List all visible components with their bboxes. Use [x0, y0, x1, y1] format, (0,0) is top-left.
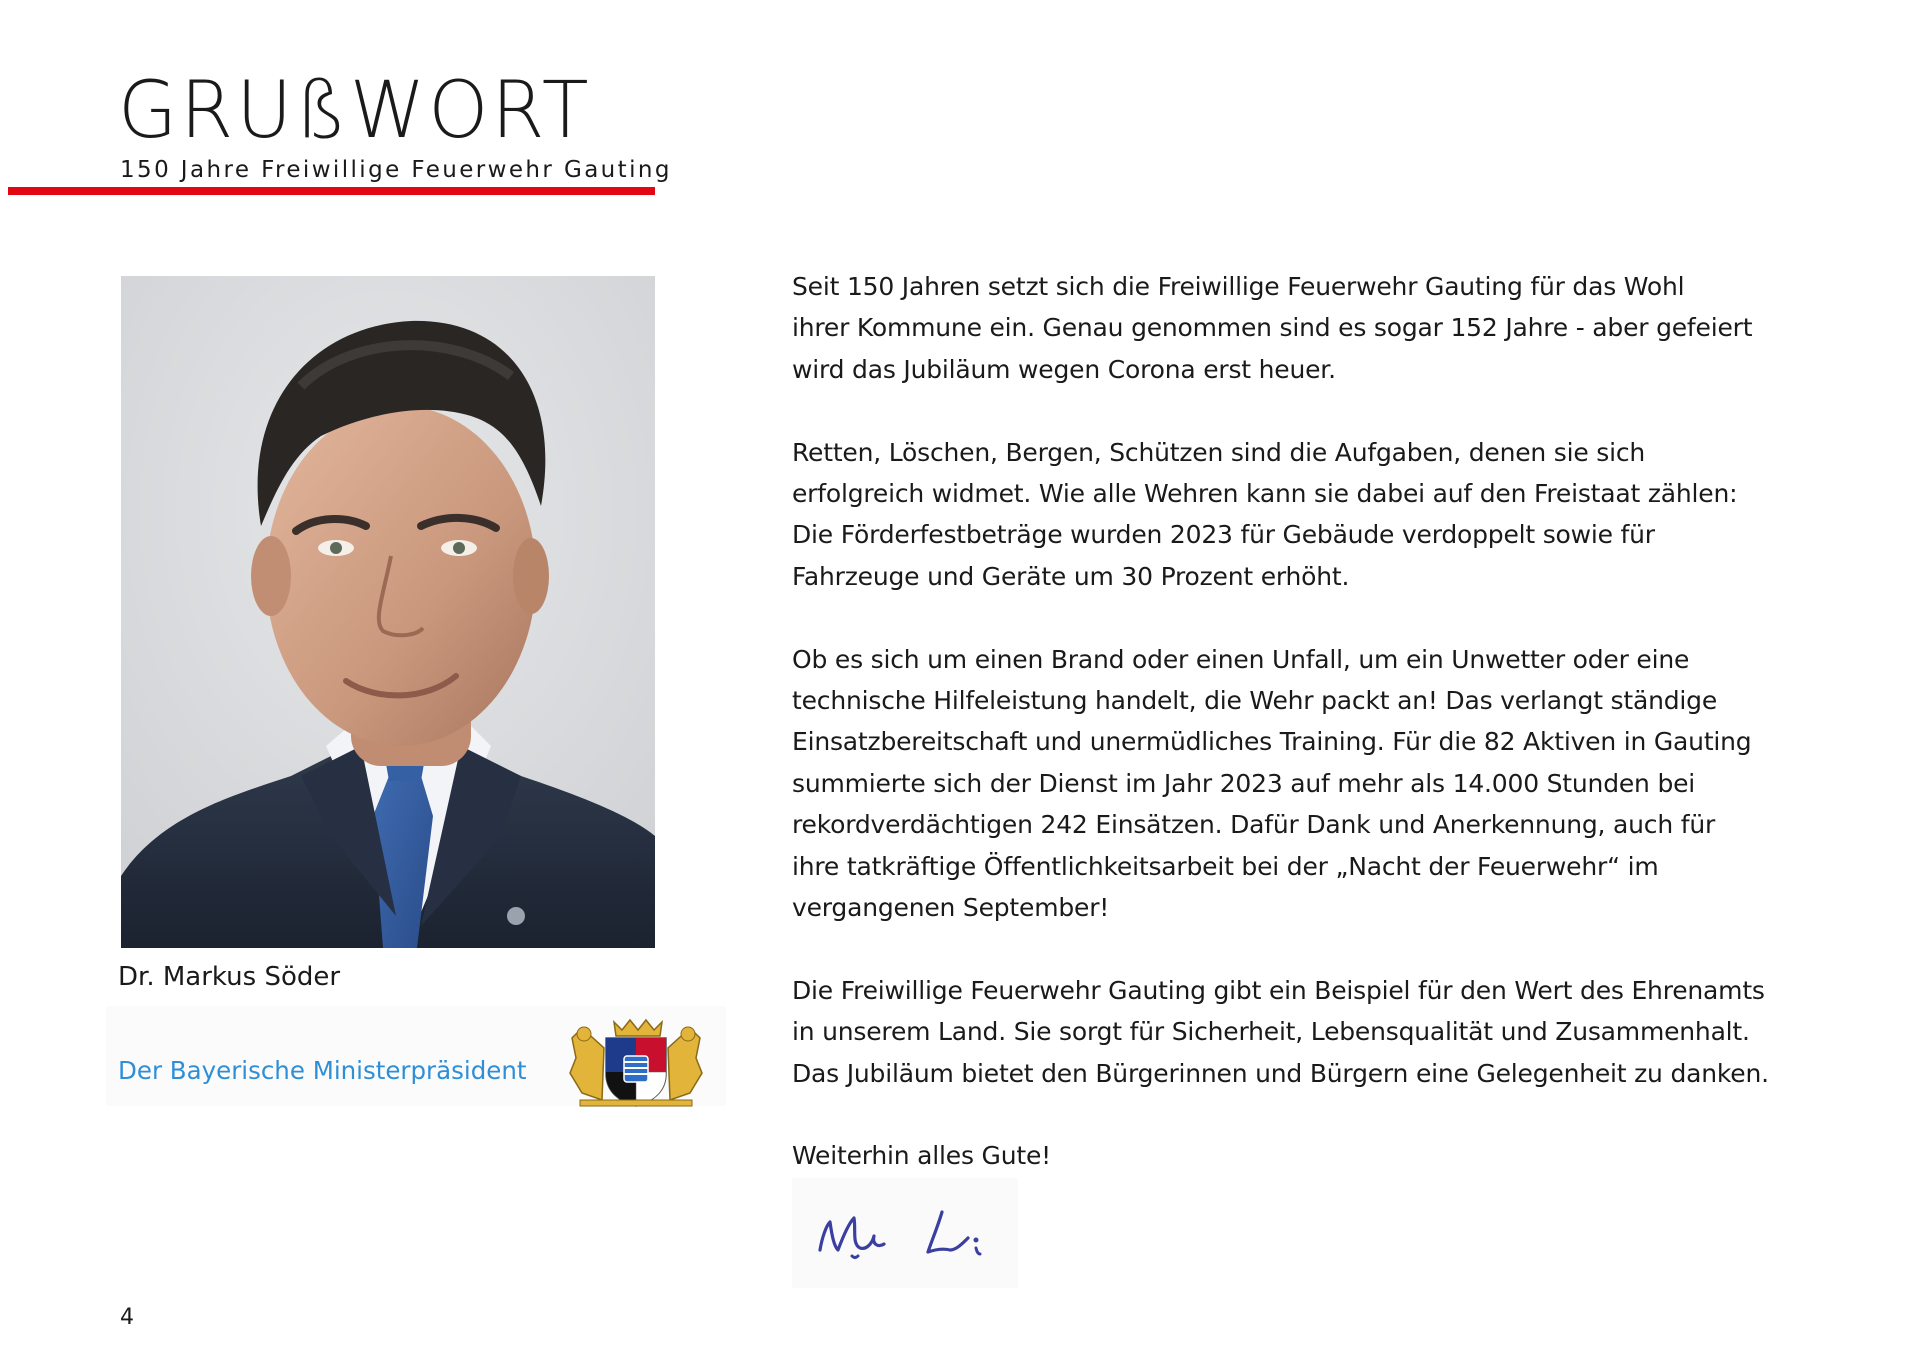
letter-line: ihre tatkräftige Öffentlichkeitsarbeit bei der „Nacht der Feuerwehr“ im	[792, 851, 1659, 881]
handwritten-signature	[792, 1178, 1018, 1288]
office-title: Der Bayerische Ministerpräsident	[118, 1056, 527, 1085]
letter-line: Retten, Löschen, Bergen, Schützen sind die Aufgaben, denen sie sich	[792, 437, 1646, 467]
letter-line: Die Förderfestbeträge wurden 2023 für Gebäude verdoppelt sowie für	[792, 520, 1655, 550]
letter-line: Seit 150 Jahren setzt sich die Freiwillige Feuerwehr Gauting für das Wohl	[792, 272, 1685, 301]
portrait-name-caption: Dr. Markus Söder	[118, 962, 341, 992]
letter-line: in unserem Land. Sie sorgt für Sicherheit, Lebensqualität und Zusammenhalt.	[792, 1017, 1750, 1047]
letter-line: Einsatzbereitschaft und unermüdliches Training. Für die 82 Aktiven in Gauting	[792, 727, 1752, 757]
letter-line: technische Hilfeleistung handelt, die Wehr packt an! Das verlangt ständige	[792, 686, 1718, 716]
red-divider-rule	[8, 187, 655, 195]
page-title: GRUßWORT	[118, 66, 592, 156]
page-number: 4	[120, 1305, 134, 1330]
letter-line: wird das Jubiläum wegen Corona erst heuer.	[792, 354, 1336, 384]
letter-line: Das Jubiläum bietet den Bürgerinnen und Bürgern eine Gelegenheit zu danken.	[792, 1058, 1769, 1088]
page-subtitle: 150 Jahre Freiwillige Feuerwehr Gauting	[120, 157, 672, 183]
letter-line: erfolgreich widmet. Wie alle Wehren kann sie dabei auf den Freistaat zählen:	[792, 479, 1738, 509]
letter-line: rekordverdächtigen 242 Einsätzen. Dafür Dank und Anerkennung, auch für	[792, 810, 1716, 840]
letter-line: Fahrzeuge und Geräte um 30 Prozent erhöht.	[792, 561, 1350, 591]
letter-line: vergangenen September!	[792, 893, 1110, 923]
letter-paragraph-2	[792, 432, 1832, 598]
letter-paragraph-1	[792, 266, 1832, 390]
letter-body	[792, 266, 1832, 1218]
letter-closing	[792, 1135, 1832, 1176]
letter-line: Weiterhin alles Gute!	[792, 1141, 1051, 1171]
letter-line: Ob es sich um einen Brand oder einen Unfall, um ein Unwetter oder eine	[792, 644, 1690, 674]
letter-paragraph-4	[792, 970, 1832, 1094]
portrait-photo	[121, 276, 655, 948]
letter-paragraph-3	[792, 639, 1832, 929]
letter-line: Die Freiwillige Feuerwehr Gauting gibt ein Beispiel für den Wert des Ehrenamts	[792, 975, 1765, 1005]
letter-line: summierte sich der Dienst im Jahr 2023 auf mehr als 14.000 Stunden bei	[792, 768, 1696, 798]
portrait-illustration	[121, 276, 655, 948]
letter-line: ihrer Kommune ein. Genau genommen sind es sogar 152 Jahre - aber gefeiert	[792, 313, 1753, 343]
bavarian-coat-of-arms-icon	[562, 1018, 710, 1110]
